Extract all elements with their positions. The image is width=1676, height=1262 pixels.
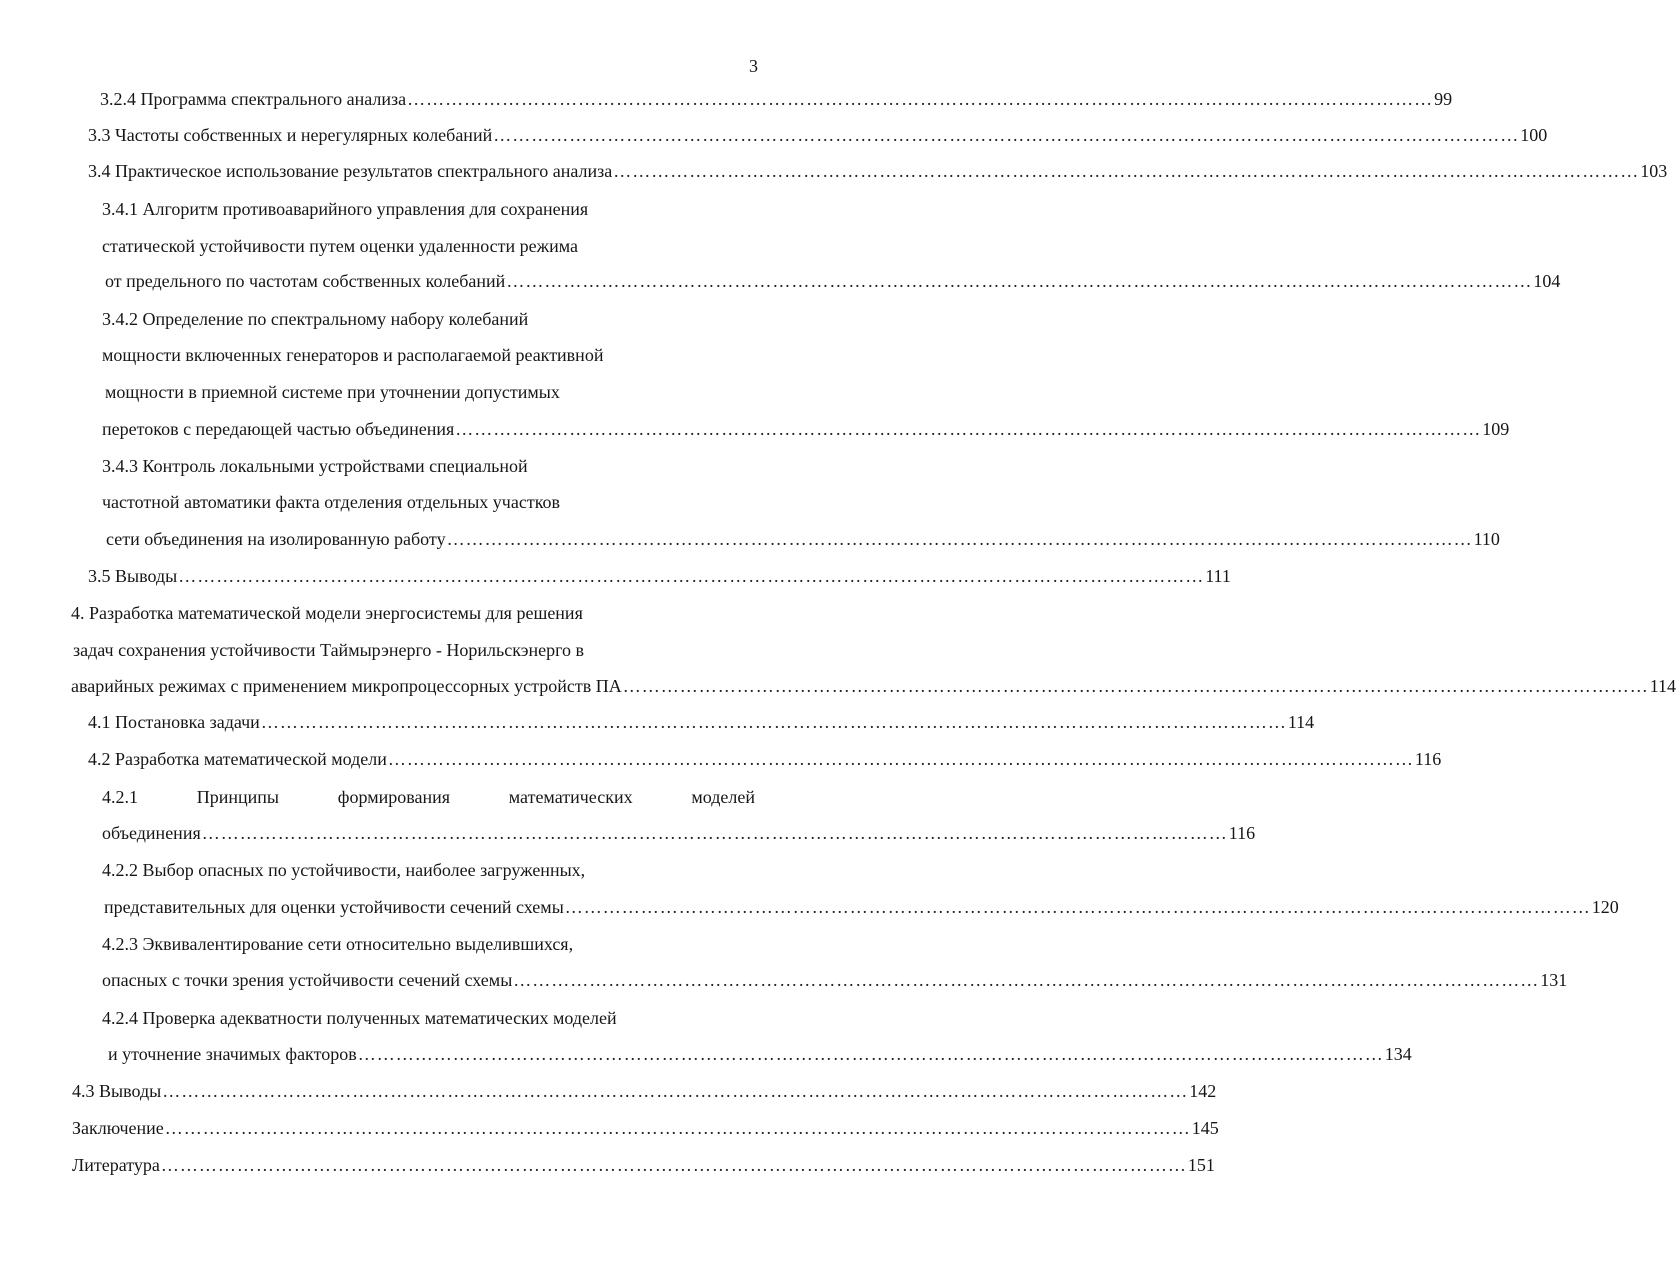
toc-entry (88, 565, 1231, 587)
dot-leader: ……………………………………………………………………………………………………………………………………………… (201, 823, 1228, 843)
dot-leader: ……………………………………………………………………………………………………………………………………………… (506, 271, 1533, 291)
toc-entry-page: 104 (1533, 271, 1561, 291)
toc-entry-page: 116 (1228, 823, 1256, 843)
toc-entry-title: 3.5 Выводы (88, 566, 178, 586)
dot-leader: ……………………………………………………………………………………………………………………………………………… (387, 749, 1414, 769)
toc-entry-line: 4.2.3 Эквивалентирование сети относительно выделившихся, (102, 934, 574, 954)
toc-entry-page: 103 (1640, 161, 1668, 181)
toc-entry-title: сети объединения на изолированную работу (106, 529, 446, 549)
toc-entry-page: 120 (1591, 897, 1619, 917)
toc-entry-title: 3.2.4 Программа спектрального анализа (100, 89, 407, 109)
toc-entry-page: 134 (1384, 1044, 1412, 1064)
toc-entry (105, 270, 1561, 292)
dot-leader: ……………………………………………………………………………………………………………………………………………… (613, 161, 1640, 181)
toc-entry-page: 151 (1187, 1155, 1215, 1175)
toc-entry-line: статической устойчивости путем оценки удаленности режима (102, 236, 578, 256)
toc-entry (71, 675, 1676, 697)
dot-leader: ……………………………………………………………………………………………………………………………………………… (162, 1081, 1189, 1101)
toc-word: математических (508, 787, 633, 807)
toc-entry-title: Заключение (72, 1118, 164, 1138)
toc-entry-title: опасных с точки зрения устойчивости сечений схемы (102, 970, 513, 990)
dot-leader: ……………………………………………………………………………………………………………………………………………… (164, 1118, 1191, 1138)
toc-entry (88, 711, 1315, 733)
dot-leader: ……………………………………………………………………………………………………………………………………………… (513, 970, 1540, 990)
page-number: 3 (749, 56, 758, 76)
toc-entry (88, 748, 1442, 770)
toc-entry-page: 111 (1205, 566, 1231, 586)
toc-entry-line: 3.4.1 Алгоритм противоаварийного управления для сохранения (102, 199, 589, 219)
toc-entry-line: 4. Разработка математической модели энергосистемы для решения (71, 603, 583, 623)
toc-entry (104, 896, 1619, 918)
toc-entry-title: от предельного по частотам собственных колебаний (105, 271, 506, 291)
toc-entry-title: 4.2 Разработка математической модели (88, 749, 387, 769)
toc-entry-page: 114 (1287, 712, 1315, 732)
toc-entry-page: 109 (1482, 419, 1510, 439)
toc-entry-line (102, 786, 755, 808)
dot-leader: ……………………………………………………………………………………………………………………………………………… (407, 89, 1434, 109)
toc-entry-title: 4.1 Постановка задачи (88, 712, 260, 732)
dot-leader: ……………………………………………………………………………………………………………………………………………… (493, 125, 1520, 145)
toc-entry-page: 110 (1473, 529, 1500, 549)
toc-entry (100, 88, 1453, 110)
toc-entry-title: перетоков с передающей частью объединения (102, 419, 455, 439)
toc-entry-line: 4.2.2 Выбор опасных по устойчивости, наиболее загруженных, (102, 860, 586, 880)
dot-leader: ……………………………………………………………………………………………………………………………………………… (446, 529, 1473, 549)
toc-entry (106, 528, 1500, 550)
toc-entry-page: 99 (1434, 89, 1453, 109)
toc-entry-line: частотной автоматики факта отделения отдельных участков (102, 492, 561, 512)
toc-entry (72, 1154, 1215, 1176)
toc-entry-title: и уточнение значимых факторов (108, 1044, 357, 1064)
dot-leader: ……………………………………………………………………………………………………………………………………………… (622, 676, 1649, 696)
toc-entry-page: 131 (1540, 970, 1568, 990)
toc-entry-title: 3.4 Практическое использование результатов спектрального анализа (88, 161, 613, 181)
toc-entry-page: 100 (1520, 125, 1548, 145)
toc-entry-line: задач сохранения устойчивости Таймырэнерго - Норильскэнерго в (73, 640, 585, 660)
dot-leader: ……………………………………………………………………………………………………………………………………………… (357, 1044, 1384, 1064)
toc-entry-page: 145 (1191, 1118, 1219, 1138)
toc-entry (72, 1080, 1217, 1102)
toc-entry-title: 3.3 Частоты собственных и нерегулярных колебаний (88, 125, 493, 145)
toc-entry-line: 4.2.4 Проверка адекватности полученных математических моделей (102, 1008, 617, 1028)
toc-entry (102, 969, 1568, 991)
toc-word: 4.2.1 (102, 787, 138, 807)
dot-leader: ……………………………………………………………………………………………………………………………………………… (564, 897, 1591, 917)
toc-entry (102, 822, 1256, 844)
dot-leader: ……………………………………………………………………………………………………………………………………………… (178, 566, 1205, 586)
toc-entry-page: 116 (1414, 749, 1442, 769)
dot-leader: ……………………………………………………………………………………………………………………………………………… (455, 419, 1482, 439)
toc-word: моделей (691, 787, 755, 807)
toc-entry-line: 3.4.3 Контроль локальными устройствами специальной (102, 456, 528, 476)
dot-leader: ……………………………………………………………………………………………………………………………………………… (260, 712, 1287, 732)
toc-entry-title: Литература (72, 1155, 160, 1175)
toc-entry (108, 1043, 1412, 1065)
toc-entry (88, 160, 1668, 182)
dot-leader: ……………………………………………………………………………………………………………………………………………… (160, 1155, 1187, 1175)
toc-word: Принципы (196, 787, 280, 807)
toc-entry (102, 418, 1510, 440)
toc-entry-title: представительных для оценки устойчивости сечений схемы (104, 897, 564, 917)
toc-entry-page: 114 (1649, 676, 1676, 696)
toc-word: формирования (337, 787, 451, 807)
toc-entry (88, 124, 1548, 146)
toc-entry-title: аварийных режимах с применением микропроцессорных устройств ПА (71, 676, 622, 696)
toc-entry-page: 142 (1189, 1081, 1217, 1101)
toc-entry (72, 1117, 1219, 1139)
toc-entry-line: мощности включенных генераторов и располагаемой реактивной (102, 345, 604, 365)
toc-entry-title: объединения (102, 823, 201, 843)
toc-entry-title: 4.3 Выводы (72, 1081, 162, 1101)
toc-entry-line: 3.4.2 Определение по спектральному набору колебаний (102, 309, 529, 329)
toc-entry-line: мощности в приемной системе при уточнении допустимых (105, 382, 560, 402)
